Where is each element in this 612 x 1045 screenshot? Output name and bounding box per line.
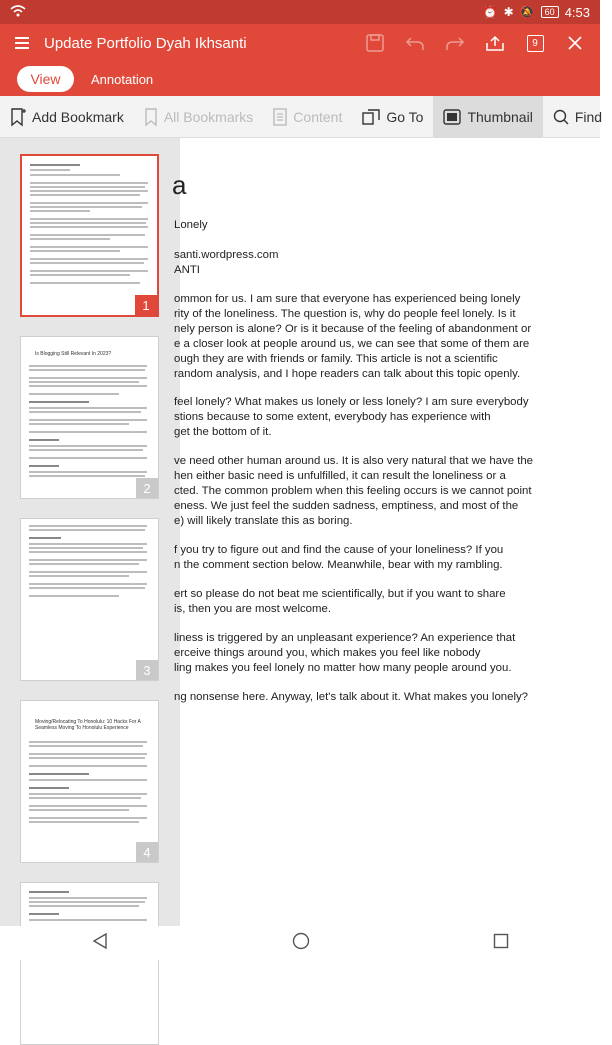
doc-line: liness is triggered by an unpleasant experience? An experience that: [174, 632, 516, 644]
recents-icon: [493, 933, 509, 949]
doc-line: cted. The common problem when this feeling occurs is we cannot point: [174, 485, 532, 497]
page-thumbnail-2[interactable]: [20, 336, 159, 499]
search-icon: [553, 109, 569, 125]
thumbnail-number: 3: [136, 660, 158, 680]
add-bookmark-label: Add Bookmark: [32, 108, 124, 125]
doc-line: Lonely: [174, 219, 208, 231]
tab-annotation[interactable]: Annotation: [91, 71, 154, 87]
close-icon: [567, 35, 583, 51]
home-button[interactable]: [292, 932, 310, 955]
back-icon: [91, 932, 109, 950]
document-page[interactable]: [172, 138, 600, 926]
bookmark-add-icon: [10, 108, 26, 126]
go-to-button[interactable]: [352, 96, 433, 138]
hamburger-icon: [15, 37, 29, 49]
doc-title-fragment: a: [172, 170, 187, 200]
page-thumbnail-1[interactable]: [20, 154, 159, 317]
find-button[interactable]: [543, 96, 612, 138]
thumbnail-number: 1: [135, 295, 157, 315]
bookmark-icon: [144, 108, 158, 126]
add-bookmark-button[interactable]: [0, 96, 134, 138]
doc-line: ough they are with friends or family. This article is not a scientific: [174, 353, 498, 365]
doc-line: ert so please do not beat me scientifically, but if you want to share: [174, 588, 506, 600]
wifi-icon: [10, 5, 26, 20]
thumbnail-heading: Is Blogging Still Relevant In 2023?: [35, 351, 112, 357]
clock: 4:53: [564, 4, 590, 20]
doc-line: random analysis, and I hope readers can talk about this topic openly.: [174, 368, 521, 380]
page-count: 9: [527, 35, 544, 52]
thumbnail-number: 2: [136, 478, 158, 498]
all-bookmarks-button[interactable]: [134, 96, 263, 138]
go-to-label: Go To: [386, 108, 424, 125]
doc-line: ommon for us. I am sure that everyone has experienced being lonely: [174, 293, 521, 305]
doc-line: ling makes you feel lonely no matter how many people around you.: [174, 662, 512, 674]
doc-line: erceive things around you, which makes you feel like nobody: [174, 647, 481, 659]
thumbnail-icon: [443, 109, 461, 125]
doc-line: is, then you are most welcome.: [174, 603, 332, 615]
recents-button[interactable]: [493, 933, 509, 954]
alarm-icon: ⏰: [482, 5, 498, 19]
doc-line: f you try to figure out and find the cause of your loneliness? If you: [174, 544, 504, 556]
doc-line: rity of the loneliness. The question is, why do people feel lonely. Is it: [174, 308, 516, 320]
save-button[interactable]: [362, 30, 388, 56]
doc-line: get the bottom of it.: [174, 426, 272, 438]
doc-line: hen either basic need is unfulfilled, it can result the loneliness or a: [174, 470, 506, 482]
share-button[interactable]: [482, 30, 508, 56]
content-button[interactable]: [263, 96, 352, 138]
thumbnail-label: Thumbnail: [467, 108, 533, 125]
document-title: Update Portfolio Dyah Ikhsanti: [44, 34, 247, 52]
page-thumbnail-4[interactable]: [20, 700, 159, 863]
system-nav-bar: [0, 926, 600, 960]
home-icon: [292, 932, 310, 950]
bluetooth-icon: ✱: [503, 5, 514, 19]
doc-line: ve need other human around us. It is also very natural that we have the: [174, 455, 534, 467]
save-icon: [366, 34, 384, 52]
content-icon: [273, 108, 287, 126]
share-icon: [485, 34, 505, 52]
close-button[interactable]: [562, 30, 588, 56]
mode-tabs: [0, 62, 600, 96]
view-toolbar: [0, 96, 603, 138]
doc-line: nely person is alone? Or is it because of the feeling of abandonment or: [174, 323, 532, 335]
thumbnail-sidebar[interactable]: [0, 138, 180, 926]
undo-button[interactable]: [402, 30, 428, 56]
page-count-button[interactable]: [522, 30, 548, 56]
doc-line: santi.wordpress.com: [174, 249, 279, 261]
doc-line: e) will likely translate this as boring.: [174, 515, 353, 527]
mute-icon: 🔕: [519, 5, 535, 19]
all-bookmarks-label: All Bookmarks: [163, 108, 254, 125]
find-label: Find: [574, 108, 603, 125]
doc-line: ng nonsense here. Anyway, let's talk about it. What makes you lonely?: [174, 691, 529, 703]
back-button[interactable]: [91, 932, 109, 955]
content-label: Content: [293, 108, 343, 125]
doc-line: n the comment section below. Meanwhile, bear with my rambling.: [174, 559, 503, 571]
go-to-icon: [362, 109, 380, 125]
doc-line: stions because to some extent, everybody has experience with: [174, 411, 491, 423]
thumbnail-heading: Moving/Relocating To Honolulu: 10 Hacks For A Seamless Moving To Honolulu Experience: [35, 719, 141, 731]
tab-view[interactable]: View: [17, 66, 74, 92]
redo-icon: [445, 34, 465, 52]
doc-line: feel lonely? What makes us lonely or less lonely? I am sure everybody: [174, 396, 529, 408]
menu-button[interactable]: [0, 37, 44, 49]
app-bar: [0, 24, 600, 62]
redo-button[interactable]: [442, 30, 468, 56]
doc-line: ANTI: [174, 264, 200, 276]
doc-line: e a closer look at people around us, we can see that some of them are: [174, 338, 530, 350]
battery-indicator: 60: [541, 6, 559, 18]
thumbnail-button[interactable]: [433, 96, 542, 138]
status-bar: [0, 0, 600, 24]
undo-icon: [405, 34, 425, 52]
page-thumbnail-5[interactable]: [20, 882, 159, 1045]
doc-line: eness. We just feel the sudden sadness, emptiness, and most of the: [174, 500, 519, 512]
page-thumbnail-3[interactable]: [20, 518, 159, 681]
thumbnail-number: 4: [136, 842, 158, 862]
